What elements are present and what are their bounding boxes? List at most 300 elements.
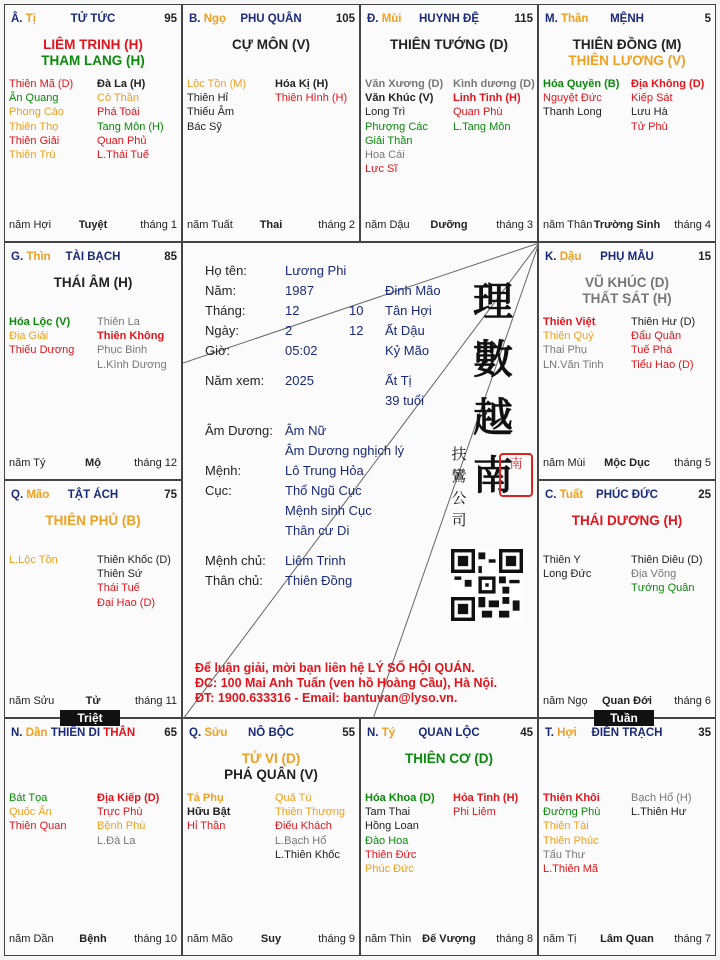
palace-name — [187, 13, 355, 25]
minor-star: Thiếu Dương — [9, 344, 75, 357]
palace-footer — [365, 933, 533, 947]
main-star: LIÊM TRINH (H) — [43, 37, 143, 52]
main-stars — [539, 37, 715, 69]
palace-stage: Suy — [260, 933, 282, 945]
palace-chi: Dần — [25, 727, 48, 739]
minor-star: Văn Khúc (V) — [365, 92, 434, 105]
palace-chi: Tuất — [559, 489, 584, 501]
palace-cell-ty[interactable] — [360, 718, 538, 956]
minor-star: Địa Giải — [9, 330, 49, 343]
palace-month: tháng 5 — [674, 457, 711, 469]
palace-name — [543, 251, 711, 263]
minor-star: Long Đức — [543, 568, 592, 581]
palace-footer — [9, 933, 177, 947]
palace-footer — [9, 457, 177, 471]
palace-year: năm Mùi — [543, 457, 586, 469]
left-stars — [187, 791, 230, 834]
palace-stage: Trường Sinh — [593, 219, 661, 231]
value-ngay-am: 12 — [349, 323, 364, 338]
minor-star: L.Đà La — [97, 834, 136, 847]
palace-month: tháng 10 — [134, 933, 177, 945]
small-char: 扶 — [451, 445, 467, 463]
palace-can: N. — [11, 727, 23, 739]
palace-header — [9, 13, 177, 29]
minor-star: Đào Hoa — [365, 834, 409, 847]
minor-star: Tả Phụ — [187, 792, 224, 804]
calligraphy-small — [449, 443, 469, 531]
palace-stage: Quan Đới — [602, 695, 652, 707]
palace-year: năm Hợi — [9, 219, 52, 231]
minor-star: L.Thiên Mã — [543, 862, 599, 875]
palace-cell-than[interactable] — [538, 4, 716, 242]
value-nam-can: Đinh Mão — [385, 283, 441, 298]
value-am-duong: Âm Nữ — [285, 423, 327, 438]
palace-cell-suu[interactable] — [182, 718, 360, 956]
palace-cell-ngo[interactable] — [182, 4, 360, 242]
minor-star: Thiên Trù — [9, 148, 56, 161]
left-stars — [365, 791, 435, 876]
minor-star: Đường Phù — [543, 806, 601, 819]
palace-name — [9, 251, 177, 263]
minor-star: Thiên Quan — [9, 820, 67, 833]
value-ngay-can: Ất Dậu — [385, 323, 425, 338]
main-stars — [361, 37, 537, 53]
main-star: CỰ MÔN (V) — [232, 37, 310, 52]
palace-month: tháng 12 — [134, 457, 177, 469]
palace-header — [365, 727, 533, 743]
palace-chi: Dậu — [559, 251, 582, 263]
palace-can: N. — [367, 727, 379, 739]
value-cuc: Thổ Ngũ Cục — [285, 483, 362, 498]
palace-year: năm Thân — [543, 219, 593, 231]
palace-cell-mui[interactable] — [360, 4, 538, 242]
main-stars — [183, 37, 359, 53]
minor-star: Hữu Bật — [187, 806, 231, 819]
palace-chi: Tị — [25, 13, 36, 25]
minor-star: Đà La (H) — [97, 78, 146, 90]
palace-number: 75 — [164, 489, 177, 501]
palace-cell-mao[interactable] — [4, 480, 182, 718]
palace-number: 15 — [698, 251, 711, 263]
minor-star: Thiên Khốc (D) — [97, 554, 171, 566]
minor-star: Thiên Mã (D) — [9, 78, 74, 90]
value-menh-chu: Liêm Trinh — [285, 553, 346, 568]
palace-can: C. — [545, 489, 557, 501]
minor-star: L.Bạch Hổ — [275, 834, 327, 847]
minor-star: Phúc Đức — [365, 862, 414, 875]
palace-footer — [365, 219, 533, 233]
palace-cell-tuat[interactable] — [538, 480, 716, 718]
main-stars — [5, 37, 181, 69]
palace-year: năm Sửu — [9, 695, 55, 707]
palace-stage: Mộ — [85, 457, 101, 469]
label-cuc: Cục: — [205, 483, 232, 498]
palace-header — [187, 727, 355, 743]
palace-stage: Lâm Quan — [600, 933, 654, 945]
minor-star: Văn Xương (D) — [365, 78, 444, 90]
left-stars — [9, 553, 58, 567]
palace-name-text: PHÚC ĐỨC — [596, 489, 658, 501]
palace-header — [543, 251, 711, 267]
minor-star: Hoa Cái — [365, 148, 405, 161]
right-stars — [97, 553, 171, 610]
palace-header — [187, 13, 355, 29]
palace-year: năm Dậu — [365, 219, 410, 231]
right-stars — [631, 77, 704, 134]
palace-number: 55 — [342, 727, 355, 739]
palace-name — [543, 727, 711, 739]
palace-chi: Ngọ — [203, 13, 227, 25]
minor-star: Thiên Sứ — [97, 568, 143, 581]
label-ngay: Ngày: — [205, 323, 239, 338]
minor-star: Kiếp Sát — [631, 92, 673, 105]
minor-star: Hóa Kị (H) — [275, 78, 329, 90]
minor-star: Nguyệt Đức — [543, 92, 602, 105]
palace-cell-dan[interactable] — [4, 718, 182, 956]
palace-can: G. — [11, 251, 24, 263]
palace-month: tháng 2 — [318, 219, 355, 231]
minor-star: Địa Võng — [631, 568, 677, 581]
palace-stage: Bệnh — [79, 933, 107, 945]
minor-star: Tướng Quân — [631, 582, 695, 595]
palace-name — [9, 489, 177, 501]
palace-year: năm Thìn — [365, 933, 412, 945]
minor-star: Tam Thai — [365, 806, 411, 819]
minor-star: Long Trì — [365, 106, 406, 119]
than-marker: THÂN — [103, 727, 136, 739]
minor-star: Phục Binh — [97, 344, 148, 357]
palace-header — [9, 727, 177, 743]
seal-char: 數 — [473, 336, 513, 383]
palace-name-text: NÔ BỘC — [248, 727, 294, 739]
palace-year: năm Tuất — [187, 219, 233, 231]
palace-month: tháng 11 — [134, 695, 177, 707]
minor-star: Thiên Hình (H) — [275, 92, 348, 105]
minor-star: Thiên La — [97, 316, 140, 328]
minor-star: Tiểu Hao (D) — [631, 358, 694, 371]
value-thang: 12 — [285, 303, 300, 318]
minor-star: Thiên Thương — [275, 806, 346, 819]
palace-name-text: PHỤ MẪU — [600, 251, 654, 263]
minor-star: Thiên Hỉ — [187, 92, 228, 105]
qr-code-icon[interactable] — [451, 549, 523, 621]
main-star: THIÊN TƯỚNG (D) — [390, 37, 508, 52]
main-stars — [5, 513, 181, 529]
left-stars — [9, 77, 73, 162]
minor-star: Đẩu Quân — [631, 330, 682, 343]
small-char: 鸞 — [451, 467, 467, 485]
label-menh: Mệnh: — [205, 463, 242, 478]
main-star: TỬ VI (D) — [241, 751, 301, 766]
palace-stage: Thai — [259, 219, 283, 231]
right-stars — [453, 791, 518, 819]
palace-can: Q. — [189, 727, 202, 739]
left-stars — [543, 315, 604, 372]
palace-header — [543, 489, 711, 505]
palace-header — [543, 727, 711, 743]
minor-star: Phong Cáo — [9, 106, 65, 119]
minor-star: Thiên Giải — [9, 134, 60, 147]
main-star: THIÊN PHỦ (B) — [45, 513, 141, 528]
palace-footer — [9, 695, 177, 709]
minor-star: Bạch Hổ (H) — [631, 792, 692, 804]
main-star: THIÊN ĐỒNG (M) — [572, 37, 682, 52]
label-nam: Năm: — [205, 283, 237, 298]
main-stars — [539, 513, 715, 529]
palace-name-text: TỬ TỨC — [70, 13, 116, 25]
left-stars — [543, 77, 619, 120]
left-stars — [543, 553, 591, 581]
palace-number: 95 — [164, 13, 177, 25]
palace-number: 45 — [520, 727, 533, 739]
palace-header — [9, 251, 177, 267]
palace-month: tháng 7 — [674, 933, 711, 945]
left-stars — [365, 77, 443, 176]
right-stars — [275, 791, 345, 862]
palace-can: M. — [545, 13, 558, 25]
palace-footer — [187, 219, 355, 233]
palace-year: năm Mão — [187, 933, 233, 945]
minor-star: L.Thái Tuế — [97, 148, 149, 161]
minor-star: Thiên Quý — [543, 330, 594, 343]
minor-star: Địa Kiếp (D) — [97, 792, 160, 804]
red-stamp: 南 — [499, 453, 533, 497]
minor-star: Phá Toái — [97, 106, 140, 119]
value-ho-ten: Lương Phi — [285, 263, 347, 278]
right-stars — [453, 77, 535, 134]
palace-number: 65 — [164, 727, 177, 739]
palace-cell-hoi[interactable] — [538, 718, 716, 956]
palace-stage: Tử — [85, 695, 101, 707]
minor-star: Thiên Tài — [543, 820, 589, 833]
palace-number: 115 — [514, 13, 533, 25]
palace-name-text: MỆNH — [610, 13, 644, 25]
palace-stage: Mộc Dục — [604, 457, 650, 469]
main-star: PHÁ QUÂN (V) — [224, 767, 318, 782]
main-star: THÁI DƯƠNG (H) — [571, 513, 683, 528]
minor-star: Bệnh Phù — [97, 820, 146, 833]
label-gio: Giờ: — [205, 343, 231, 358]
minor-star: Thái Tuế — [97, 582, 140, 595]
seal-char: 南 — [473, 452, 513, 499]
right-stars — [97, 77, 164, 162]
minor-star: Linh Tinh (H) — [453, 92, 521, 105]
palace-header — [9, 489, 177, 505]
palace-chi: Thìn — [26, 251, 51, 263]
palace-stage: Dưỡng — [430, 219, 468, 231]
triet-label: Triệt — [60, 710, 120, 726]
minor-star: Điếu Khách — [275, 820, 332, 833]
main-star: THIÊN CƠ (D) — [404, 751, 493, 766]
palace-cell-dau[interactable] — [538, 242, 716, 480]
label-thang: Tháng: — [205, 303, 246, 318]
minor-star: Hóa Quyền (B) — [543, 78, 620, 90]
palace-month: tháng 9 — [318, 933, 355, 945]
main-stars — [5, 275, 181, 291]
value-nam-xem-can: Ất Tị — [385, 373, 412, 388]
palace-footer — [543, 457, 711, 471]
palace-header — [365, 13, 533, 29]
small-char: 公 — [451, 489, 467, 507]
palace-year: năm Dần — [9, 933, 54, 945]
minor-star: L.Kình Dương — [97, 358, 167, 371]
left-stars — [543, 791, 600, 876]
minor-star: Đại Hao (D) — [97, 596, 156, 609]
contact-line-2: ĐC: 100 Mai Anh Tuấn (ven hồ Hoàng Cầu), Hà Nội. — [195, 676, 498, 690]
contact-line-1: Để luận giải, mời bạn liên hệ LÝ SỐ HỘI QUÁN. — [195, 661, 475, 675]
minor-star: Quả Tú — [275, 792, 312, 804]
minor-star: Quốc Ấn — [9, 806, 52, 819]
palace-cell-thin[interactable] — [4, 242, 182, 480]
main-star: THÁI ÂM (H) — [53, 275, 133, 290]
value-cuc-3: Thân cư Di — [285, 523, 350, 538]
minor-star: Phượng Các — [365, 120, 428, 133]
label-nam-xem: Năm xem: — [205, 373, 265, 388]
minor-star: Thiên Hư (D) — [631, 316, 696, 328]
palace-can: Đ. — [367, 13, 379, 25]
palace-name — [365, 13, 533, 25]
minor-star: Thiên Khôi — [543, 792, 600, 804]
palace-chi: Sửu — [204, 727, 228, 739]
minor-star: Thiên Không — [97, 330, 165, 343]
minor-star: Thiên Diêu (D) — [631, 554, 703, 566]
minor-star: L.Thiên Hư — [631, 806, 687, 819]
value-cuc-2: Mệnh sinh Cục — [285, 503, 372, 518]
minor-star: Kình dương (D) — [453, 78, 535, 90]
minor-star: Hỉ Thần — [187, 820, 226, 833]
palace-month: tháng 4 — [674, 219, 711, 231]
minor-star: Giải Thần — [365, 134, 413, 147]
palace-can: K. — [545, 251, 557, 263]
palace-month: tháng 6 — [674, 695, 711, 707]
palace-can: Â. — [11, 13, 23, 25]
minor-star: Thiên Y — [543, 554, 581, 566]
small-char: 司 — [451, 511, 467, 529]
minor-star: Bát Tọa — [9, 792, 48, 804]
minor-star: Thiếu Âm — [187, 106, 235, 119]
palace-year: năm Tý — [9, 457, 46, 469]
palace-number: 105 — [335, 13, 355, 25]
minor-star: Lực Sĩ — [365, 163, 398, 176]
minor-star: Tuế Phá — [631, 344, 673, 357]
palace-name — [187, 727, 355, 739]
palace-month: tháng 8 — [496, 933, 533, 945]
minor-star: Lộc Tồn (M) — [187, 78, 247, 90]
minor-star: Thai Phụ — [543, 344, 588, 357]
value-thang-am: 10 — [349, 303, 364, 318]
minor-star: Phi Liêm — [453, 806, 496, 819]
minor-star: Quan Phù — [453, 106, 503, 119]
minor-star: L.Lộc Tồn — [9, 554, 58, 566]
value-ngay: 2 — [285, 323, 293, 338]
right-stars — [631, 791, 692, 819]
palace-number: 25 — [698, 489, 711, 501]
minor-star: L.Thiên Khốc — [275, 848, 340, 861]
value-thang-can: Tân Hợi — [385, 303, 432, 318]
palace-footer — [187, 933, 355, 947]
right-stars — [97, 315, 167, 372]
right-stars — [275, 77, 347, 105]
minor-star: Thiên Phúc — [543, 834, 599, 847]
right-stars — [631, 315, 695, 372]
palace-month: tháng 1 — [140, 219, 177, 231]
center-info-panel — [182, 242, 538, 718]
palace-can: B. — [189, 13, 201, 25]
left-stars — [187, 77, 246, 134]
minor-star: L.Tang Môn — [453, 120, 511, 133]
palace-chi: Mùi — [381, 13, 402, 25]
palace-name-text: TẬT ÁCH — [67, 489, 119, 501]
tuan-label: Tuần — [594, 710, 654, 726]
palace-name — [365, 727, 533, 739]
main-star: THIÊN LƯƠNG (V) — [568, 53, 686, 68]
minor-star: Hồng Loan — [365, 820, 419, 833]
minor-star: Địa Không (D) — [631, 78, 705, 90]
palace-name-text: TÀI BẠCH — [65, 251, 121, 263]
palace-cell-ti[interactable] — [4, 4, 182, 242]
palace-header — [543, 13, 711, 29]
value-than-chu: Thiên Đồng — [285, 573, 353, 588]
minor-star: Hỏa Tinh (H) — [453, 792, 519, 804]
contact-line-3[interactable]: ĐT: 1900.633316 - Email: bantuvan@lyso.vn. — [195, 691, 458, 705]
left-stars — [9, 315, 74, 358]
palace-chi: Mão — [26, 489, 50, 501]
palace-name-text: ĐIỀN TRẠCH — [591, 727, 663, 739]
palace-can: Q. — [11, 489, 24, 501]
contact-info — [195, 661, 535, 706]
minor-star: Cô Thần — [97, 92, 139, 105]
palace-footer — [543, 219, 711, 233]
minor-star: LN.Văn Tinh — [543, 358, 604, 371]
seal-char: 理 — [473, 278, 513, 325]
value-gio-can: Kỷ Mão — [385, 343, 430, 358]
palace-number: 35 — [698, 727, 711, 739]
palace-chi: Thân — [560, 13, 589, 25]
minor-star: Bác Sỹ — [187, 120, 222, 133]
palace-name-text: THIÊN DI — [50, 727, 101, 739]
right-stars — [97, 791, 159, 848]
seal-char: 越 — [473, 394, 513, 441]
label-menh-chu: Mệnh chủ: — [205, 553, 266, 568]
palace-name-text: QUAN LỘC — [418, 727, 480, 739]
palace-footer — [543, 933, 711, 947]
palace-chi: Hợi — [557, 727, 577, 739]
label-ho-ten: Họ tên: — [205, 263, 247, 278]
palace-month: tháng 3 — [496, 219, 533, 231]
minor-star: Hóa Lộc (V) — [9, 316, 71, 328]
palace-can: T. — [545, 727, 554, 739]
main-stars — [183, 751, 359, 783]
palace-name — [9, 13, 177, 25]
value-nam: 1987 — [285, 283, 314, 298]
minor-star: Lưu Hà — [631, 106, 668, 119]
minor-star: Trực Phù — [97, 806, 143, 819]
main-stars — [539, 275, 715, 307]
palace-chi: Tý — [381, 727, 396, 739]
palace-name — [9, 727, 177, 739]
minor-star: Thanh Long — [543, 106, 602, 119]
value-menh: Lô Trung Hỏa — [285, 463, 364, 478]
palace-number: 85 — [164, 251, 177, 263]
main-stars — [361, 751, 537, 767]
minor-star: Thiên Đức — [365, 848, 417, 861]
palace-year: năm Ngọ — [543, 695, 588, 707]
palace-footer — [543, 695, 711, 709]
palace-year: năm Tị — [543, 933, 577, 945]
main-star: VŨ KHÚC (D) — [585, 275, 669, 290]
main-star: THẤT SÁT (H) — [582, 291, 672, 306]
palace-name — [543, 489, 711, 501]
